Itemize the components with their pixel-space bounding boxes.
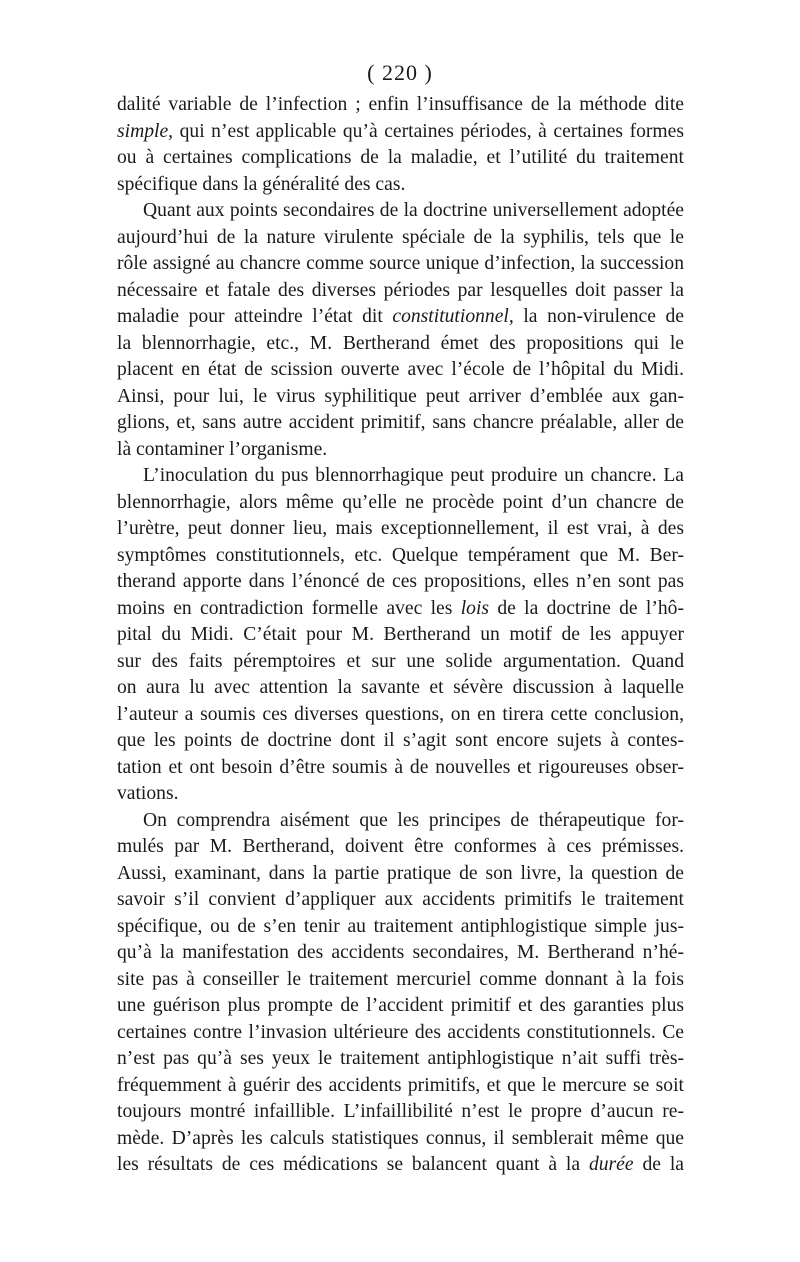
text-line	[117, 649, 684, 676]
text-line	[117, 251, 684, 278]
text-run: l’auteur a soumis ces diverses questions, on en tirera cette conclusion,	[117, 703, 684, 725]
text-run: mède. D’après les calculs statistiques connus, il semblerait même que	[117, 1127, 684, 1149]
text-run: symptômes constitutionnels, etc. Quelque tempérament que M. Ber-	[117, 544, 684, 566]
text-run: l’urètre, peut donner lieu, mais exceptionnellement, il est vrai, à des	[117, 518, 684, 539]
text-line	[117, 357, 684, 384]
text-line	[117, 410, 684, 437]
text-line	[117, 1020, 684, 1047]
text-line	[117, 967, 684, 994]
text-run: sur des faits péremptoires et sur une solide argumentation. Quand	[117, 650, 684, 672]
text-run: dalité variable de l’infection ; enfin l’insuffisance de la méthode dite	[117, 94, 684, 115]
text-run: Ainsi, pour lui, le virus syphilitique peut arriver d’emblée aux gan-	[117, 385, 684, 407]
text-run: vations.	[117, 783, 179, 804]
text-line	[117, 675, 684, 702]
text-line	[117, 702, 684, 729]
text-run: savoir s’il convient d’appliquer aux accidents primitifs le traitement	[117, 889, 684, 910]
text-run: moins en contradiction formelle avec les	[117, 597, 461, 619]
text-line	[117, 198, 684, 225]
text-run: rôle assigné au chancre comme source unique d’infection, la succession	[117, 253, 684, 274]
text-line	[117, 1126, 684, 1153]
text-line	[117, 781, 684, 808]
text-run: n’est pas qu’à ses yeux le traitement antiphlogistique n’ait suffi très-	[117, 1048, 684, 1069]
text-run: qu’à la manifestation des accidents secondaires, M. Bertherand n’hé-	[117, 942, 684, 963]
text-line	[117, 993, 684, 1020]
text-run: pital du Midi. C’était pour M. Bertherand un motif de les appuyer	[117, 624, 684, 645]
text-run: de la	[633, 1154, 684, 1175]
text-line	[117, 1099, 684, 1126]
text-run: On comprendra aisément que les principes de thérapeutique for-	[143, 809, 684, 831]
page-number: ( 220 )	[367, 60, 433, 85]
text-line	[117, 278, 684, 305]
text-line	[117, 887, 684, 914]
text-run: L’inoculation du pus blennorrhagique peut produire un chancre. La	[143, 465, 684, 486]
text-line	[117, 463, 684, 490]
text-line	[117, 728, 684, 755]
text-line	[117, 940, 684, 967]
text-run: nécessaire et fatale des diverses périodes par lesquelles doit passer la	[117, 279, 684, 301]
body-text	[117, 92, 684, 1179]
text-run: Aussi, examinant, dans la partie pratique de son livre, la question de	[117, 862, 684, 884]
text-run: une guérison plus prompte de l’accident primitif et des garanties plus	[117, 995, 684, 1016]
text-line	[117, 861, 684, 888]
text-line	[117, 225, 684, 252]
text-line	[117, 384, 684, 411]
text-line	[117, 808, 684, 835]
text-line	[117, 92, 684, 119]
italic-text-run: simple,	[117, 120, 174, 142]
text-run: ou à certaines complications de la maladie, et l’utilité du traitement	[117, 147, 684, 168]
text-run: certaines contre l’invasion ultérieure des accidents constitutionnels. Ce	[117, 1021, 684, 1043]
text-run: tation et ont besoin d’être soumis à de nouvelles et rigoureuses obser-	[117, 756, 684, 778]
text-line	[117, 596, 684, 623]
text-run: là contaminer l’organisme.	[117, 438, 328, 460]
text-line	[117, 304, 684, 331]
italic-text-run: constitutionnel,	[392, 306, 514, 327]
text-run: spécifique, ou de s’en tenir au traitement antiphlogistique simple jus-	[117, 915, 684, 937]
italic-text-run: lois	[460, 597, 490, 619]
text-line	[117, 172, 684, 199]
text-run: que les points de doctrine dont il s’agit sont encore sujets à contes-	[117, 730, 684, 751]
text-line	[117, 543, 684, 570]
text-run: on aura lu avec attention la savante et sévère discussion à laquelle	[117, 677, 684, 698]
text-line	[117, 119, 684, 146]
italic-text-run: durée	[588, 1154, 634, 1175]
text-line	[117, 1073, 684, 1100]
text-line	[117, 1152, 684, 1179]
text-line	[117, 622, 684, 649]
text-run: maladie pour atteindre l’état dit	[117, 306, 393, 327]
text-run: de la doctrine de l’hô-	[489, 597, 685, 619]
text-run: la blennorrhagie, etc., M. Bertherand émet des propositions qui le	[117, 332, 684, 354]
text-line	[117, 1046, 684, 1073]
text-run: fréquemment à guérir des accidents primitifs, et que le mercure se soit	[117, 1074, 684, 1096]
text-run: placent en état de scission ouverte avec l’école de l’hôpital du Midi.	[117, 359, 684, 380]
text-run: therand apporte dans l’énoncé de ces propositions, elles n’en sont pas	[117, 571, 684, 592]
text-line	[117, 437, 684, 464]
text-run: la non-virulence de	[513, 306, 684, 327]
text-run: toujours montré infaillible. L’infaillibilité n’est le propre d’aucun re-	[117, 1101, 684, 1122]
text-line	[117, 490, 684, 517]
text-line	[117, 834, 684, 861]
text-line	[117, 516, 684, 543]
text-run: Quant aux points secondaires de la doctrine universellement adoptée	[143, 200, 684, 221]
text-run: blennorrhagie, alors même qu’elle ne procède point d’un chancre de	[117, 491, 684, 513]
text-run: glions, et, sans autre accident primitif, sans chancre préalable, aller de	[117, 412, 684, 433]
text-run: mulés par M. Bertherand, doivent être conformes à ces prémisses.	[117, 836, 684, 857]
text-run: site pas à conseiller le traitement mercuriel comme donnant à la fois	[117, 968, 684, 990]
text-line	[117, 331, 684, 358]
text-run: qui n’est applicable qu’à certaines périodes, à certaines formes	[173, 120, 684, 142]
text-line	[117, 914, 684, 941]
text-line	[117, 755, 684, 782]
text-line	[117, 569, 684, 596]
text-run: aujourd’hui de la nature virulente spéciale de la syphilis, tels que le	[117, 226, 684, 248]
text-line	[117, 145, 684, 172]
text-run: spécifique dans la généralité des cas.	[117, 173, 406, 195]
text-run: les résultats de ces médications se balancent quant à la	[117, 1154, 589, 1175]
